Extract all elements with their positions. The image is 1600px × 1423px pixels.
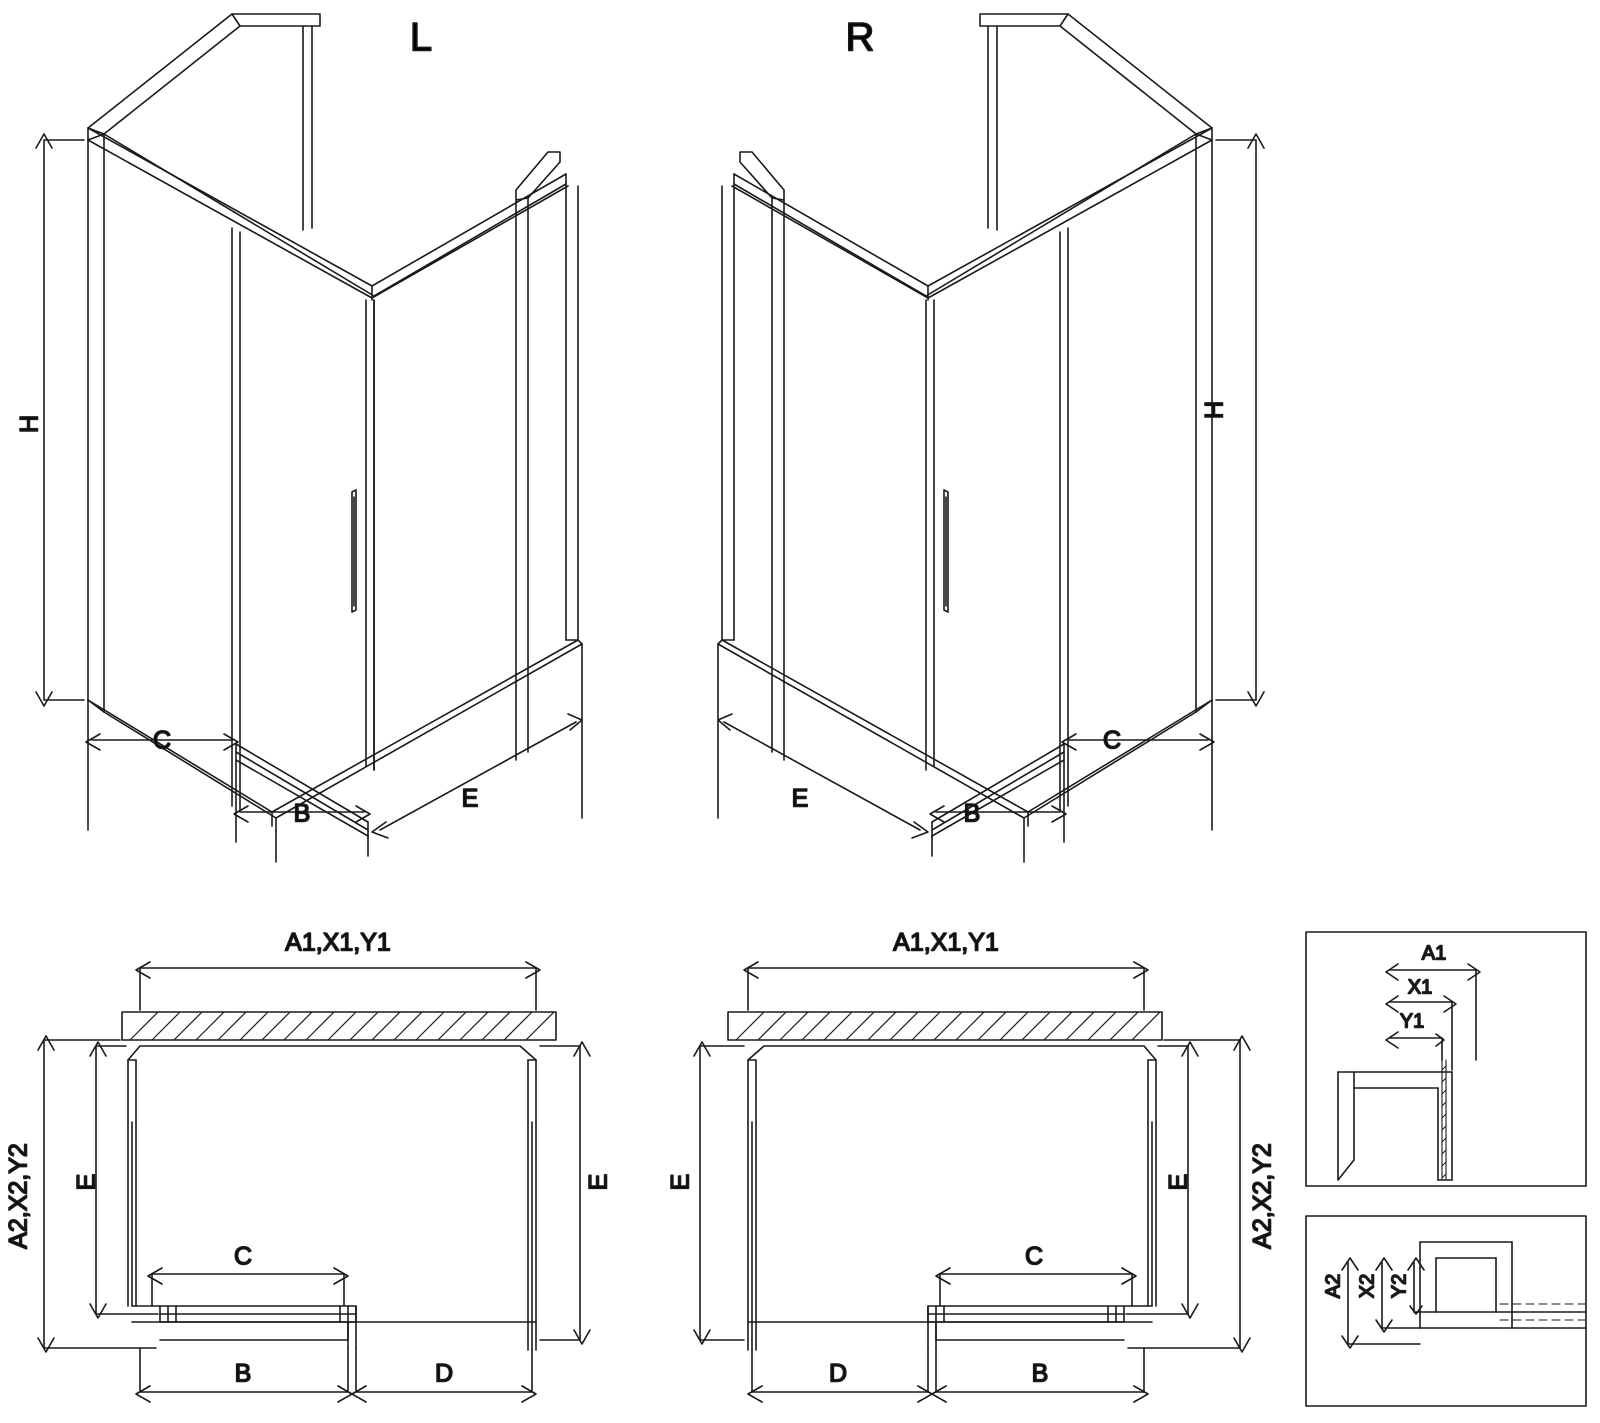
plan-left-B: B bbox=[234, 1359, 252, 1388]
detail-bottom-label-A2: A2 bbox=[1322, 1273, 1345, 1299]
dim-label-E-left: E bbox=[461, 784, 479, 813]
dim-label-B-right: B bbox=[963, 799, 981, 828]
variant-label-right: R bbox=[845, 15, 875, 60]
detail-top-label-A1: A1 bbox=[1421, 942, 1447, 965]
dim-label-C-right: C bbox=[1102, 726, 1122, 755]
plan-view-left bbox=[122, 1012, 556, 1350]
dim-label-E-right: E bbox=[791, 784, 809, 813]
plan-left-E-right: E bbox=[584, 1173, 613, 1191]
dim-label-C-left: C bbox=[152, 726, 172, 755]
plan-right-depth-label: A2,X2,Y2 bbox=[1248, 1143, 1277, 1249]
plan-left-D: D bbox=[434, 1359, 454, 1388]
plan-right-E-left: E bbox=[666, 1173, 695, 1191]
detail-top-label-Y1: Y1 bbox=[1399, 1010, 1425, 1033]
iso-view-left bbox=[88, 14, 582, 838]
plan-left-depth-label: A2,X2,Y2 bbox=[4, 1143, 33, 1249]
iso-view-right bbox=[718, 14, 1212, 838]
dim-label-B-left: B bbox=[293, 799, 311, 828]
plan-view-right bbox=[728, 1012, 1162, 1350]
dim-label-H-right: H bbox=[1200, 400, 1229, 420]
plan-right-E-right: E bbox=[1164, 1173, 1193, 1191]
plan-right-D: D bbox=[828, 1359, 848, 1388]
detail-view-top bbox=[1306, 932, 1586, 1186]
plan-right-width-label: A1,X1,Y1 bbox=[893, 928, 999, 957]
dim-label-H-left: H bbox=[15, 414, 44, 434]
dim-bottom-right-iso bbox=[718, 644, 1214, 862]
plan-left-dims bbox=[38, 962, 590, 1402]
detail-bottom-label-Y2: Y2 bbox=[1388, 1273, 1411, 1299]
plan-left-C: C bbox=[233, 1242, 253, 1271]
plan-right-B: B bbox=[1031, 1359, 1049, 1388]
plan-right-C: C bbox=[1024, 1242, 1044, 1271]
plan-left-width-label: A1,X1,Y1 bbox=[285, 928, 391, 957]
plan-left-E-left: E bbox=[72, 1173, 101, 1191]
detail-top-label-X1: X1 bbox=[1407, 976, 1433, 999]
variant-label-left: L bbox=[409, 15, 433, 60]
detail-view-bottom bbox=[1306, 1216, 1586, 1406]
detail-bottom-label-X2: X2 bbox=[1356, 1273, 1379, 1299]
